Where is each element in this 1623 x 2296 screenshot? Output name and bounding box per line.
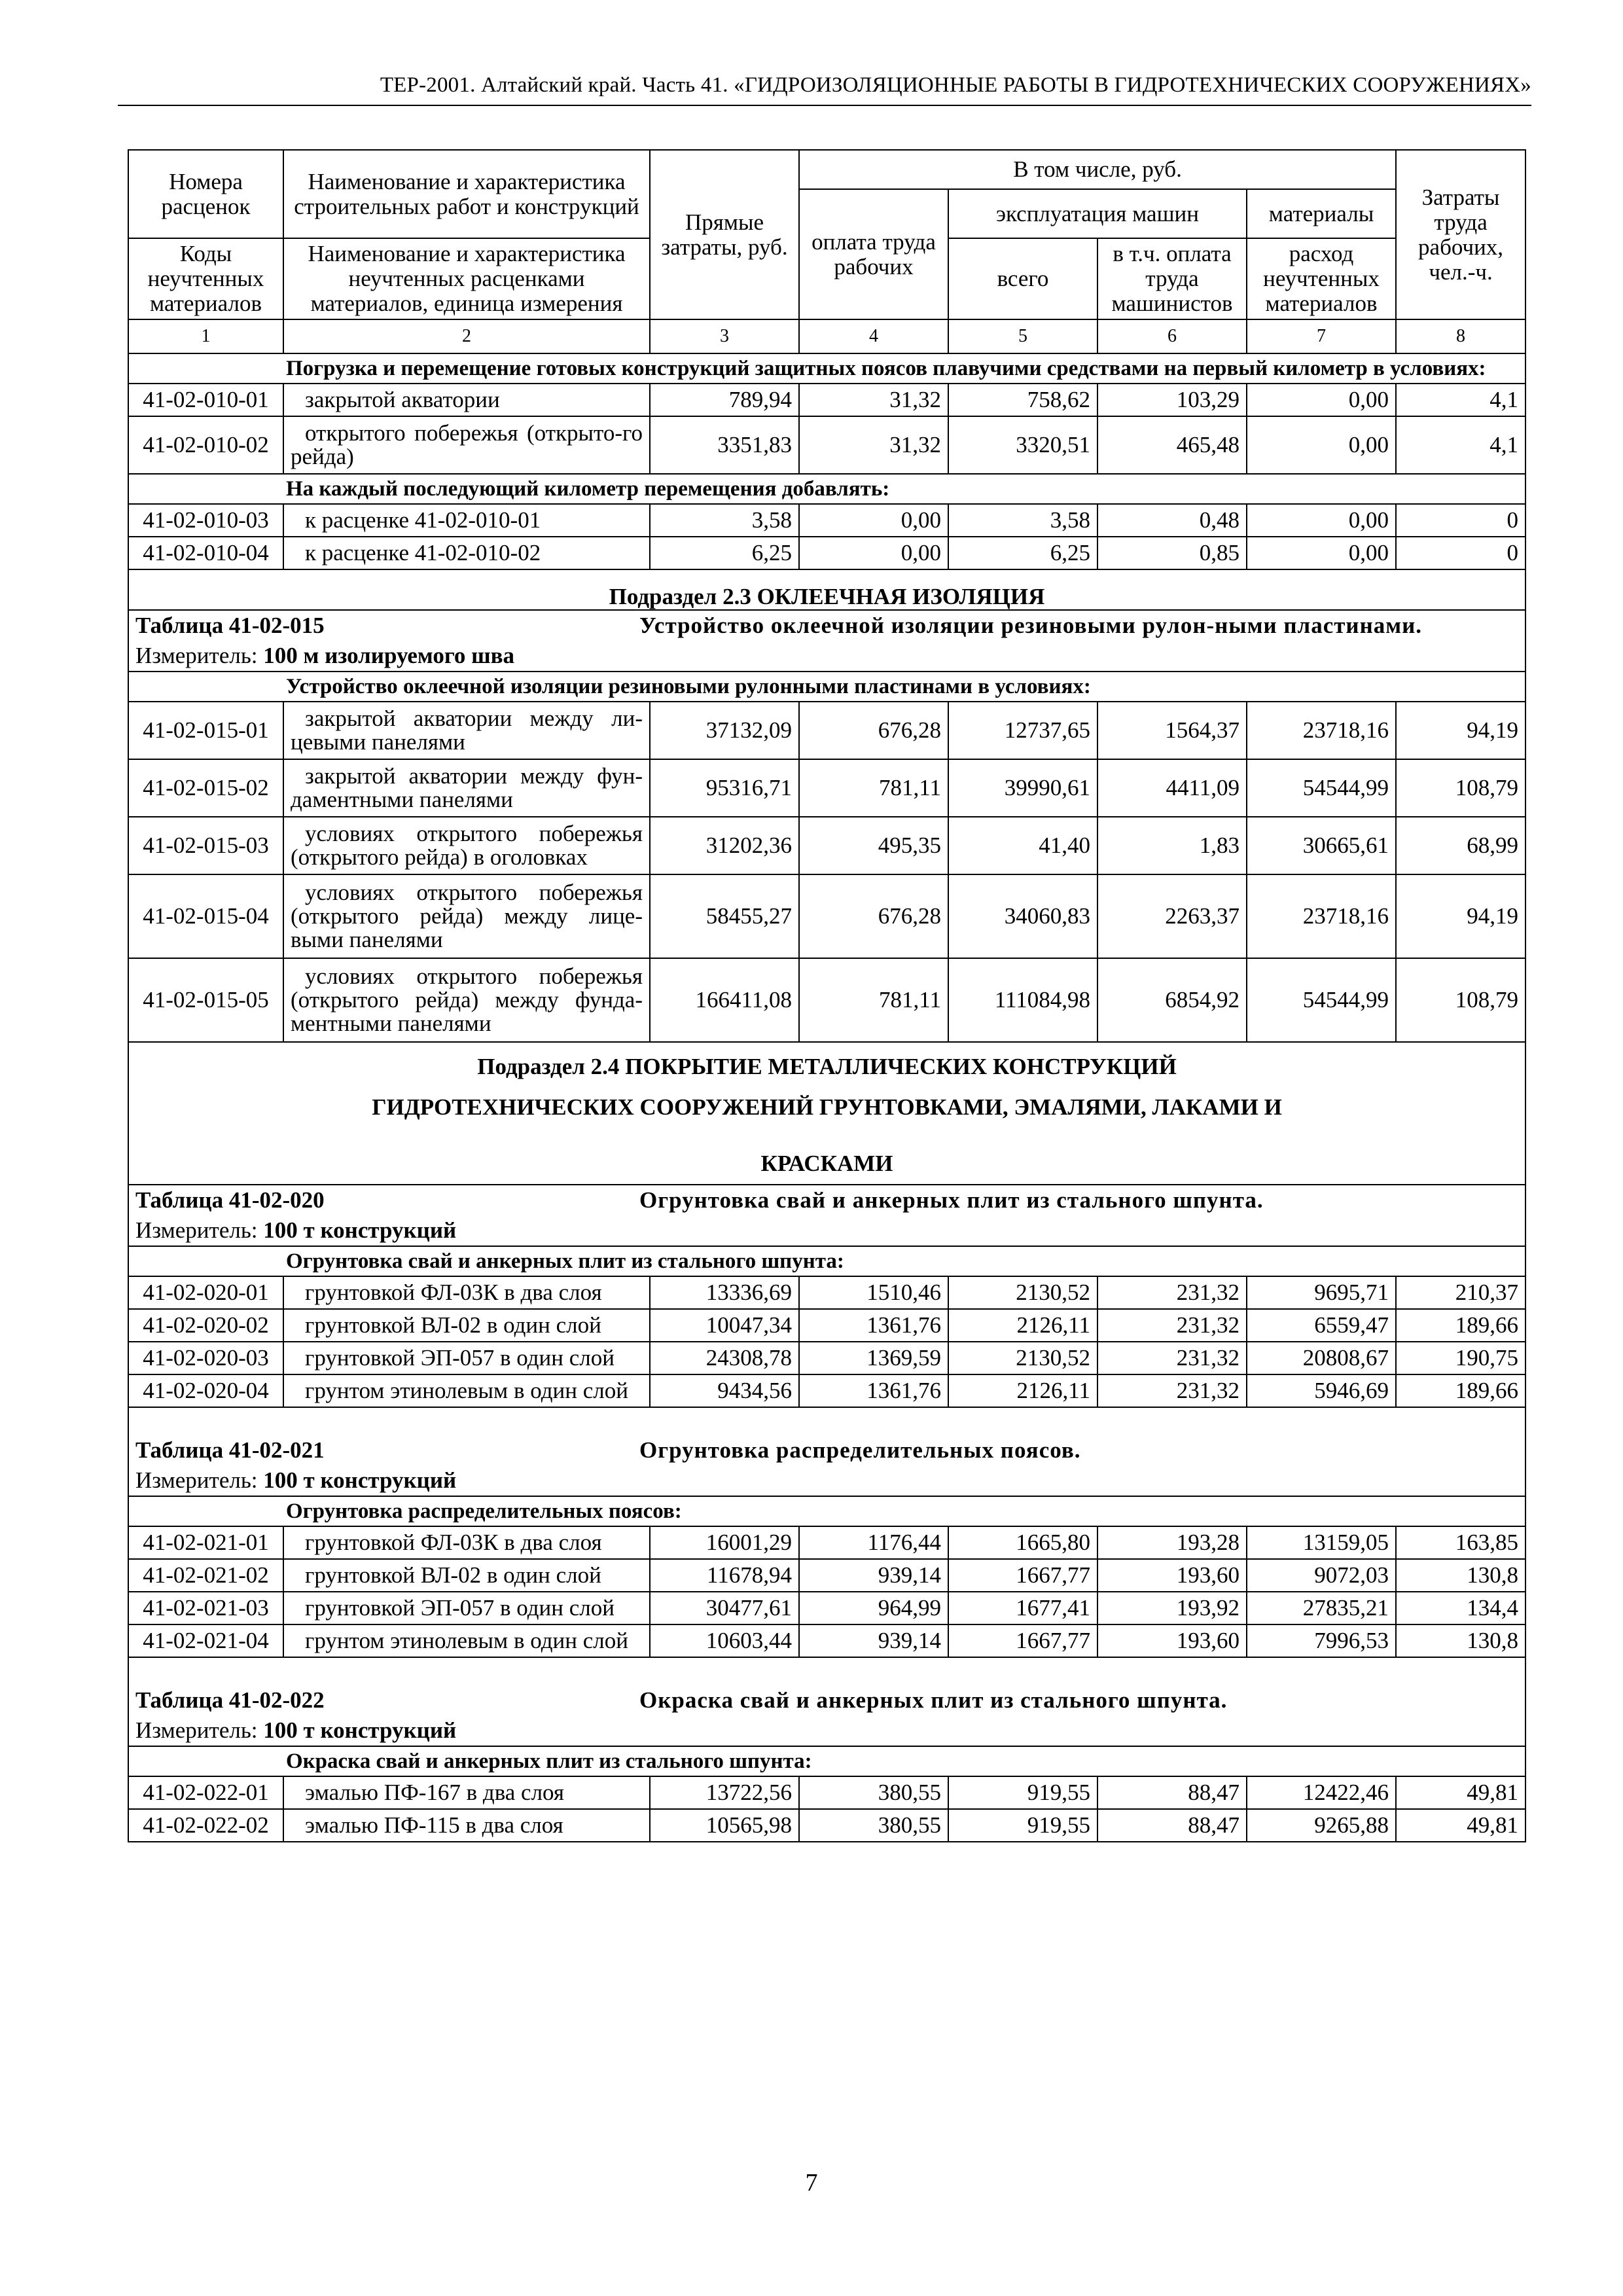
cell-value: 380,55: [799, 1776, 948, 1809]
group-heading: Огрунтовка распределительных поясов:: [128, 1496, 1525, 1526]
subsection-title: [128, 1042, 1525, 1185]
table-row: [128, 384, 1525, 416]
rates-table: [128, 149, 1526, 1842]
cell-value: 0,00: [799, 504, 948, 537]
cell-value: 13336,69: [650, 1276, 799, 1309]
cell-value: 964,99: [799, 1592, 948, 1624]
cell-value: 2130,52: [948, 1276, 1097, 1309]
measure-unit: [128, 1715, 1525, 1746]
section-010: [128, 353, 1525, 474]
cell-value: 10565,98: [650, 1809, 799, 1842]
cell-value: 231,32: [1097, 1342, 1247, 1374]
rate-code: 41-02-010-03: [128, 504, 283, 537]
cell-value: 166411,08: [650, 958, 799, 1042]
cell-value: 193,28: [1097, 1526, 1247, 1559]
measure-value: 100 м изолируемого шва: [263, 643, 515, 668]
table-row: [128, 1776, 1525, 1809]
cell-value: 5946,69: [1247, 1374, 1396, 1407]
rate-code: 41-02-010-04: [128, 537, 283, 569]
work-description: условиях открытого побережья (открытого рейда) в оголовках: [283, 817, 650, 874]
cell-value: 31,32: [799, 416, 948, 474]
table-row: [128, 1624, 1525, 1657]
table-row: [128, 702, 1525, 759]
cell-value: 0,00: [1247, 416, 1396, 474]
cell-value: 41,40: [948, 817, 1097, 874]
cell-value: 6559,47: [1247, 1309, 1396, 1342]
cell-value: 1,83: [1097, 817, 1247, 874]
cell-value: 37132,09: [650, 702, 799, 759]
cell-value: 1667,77: [948, 1559, 1097, 1592]
col-header-machines-total: всего: [948, 238, 1097, 319]
table-title-row: [128, 1185, 1525, 1215]
cell-value: 9265,88: [1247, 1809, 1396, 1842]
rate-code: 41-02-021-03: [128, 1592, 283, 1624]
rate-code: 41-02-020-04: [128, 1374, 283, 1407]
rate-code: 41-02-010-01: [128, 384, 283, 416]
cell-value: 23718,16: [1247, 702, 1396, 759]
table-row: [128, 958, 1525, 1042]
work-description: грунтом этинолевым в один слой: [283, 1374, 650, 1407]
table-title-cell: [128, 1407, 1525, 1465]
subsection-title-line: Подраздел 2.4 ПОКРЫТИЕ МЕТАЛЛИЧЕСКИХ КОНСТРУКЦИЙ: [477, 1054, 1177, 1079]
col-header-workers-pay: оплата труда рабочих: [799, 189, 948, 319]
cell-value: 3320,51: [948, 416, 1097, 474]
group-heading: Окраска свай и анкерных плит из стального шпунта:: [128, 1746, 1525, 1776]
subsection-2-3: [128, 569, 1525, 610]
cell-value: 31,32: [799, 384, 948, 416]
cell-value: 95316,71: [650, 759, 799, 817]
cell-value: 939,14: [799, 1559, 948, 1592]
group-heading-row: [128, 1746, 1525, 1776]
col-header-machines: эксплуатация машин: [948, 189, 1247, 238]
work-description: условиях открытого побережья (открытого рейда) между фунда-ментными панелями: [283, 958, 650, 1042]
cell-value: 676,28: [799, 874, 948, 958]
table-row: [128, 416, 1525, 474]
subsection-2-4: [128, 1042, 1525, 1185]
group-heading: Огрунтовка свай и анкерных плит из стального шпунта:: [128, 1246, 1525, 1276]
table-title: Огрунтовка свай и анкерных плит из стального шпунта.: [639, 1187, 1264, 1213]
work-description: закрытой акватории: [283, 384, 650, 416]
page-number: 7: [805, 2169, 818, 2197]
cell-value: 0,48: [1097, 504, 1247, 537]
rate-code: 41-02-021-01: [128, 1526, 283, 1559]
rate-code: 41-02-010-02: [128, 416, 283, 474]
cell-value: 3351,83: [650, 416, 799, 474]
work-description: к расценке 41-02-010-01: [283, 504, 650, 537]
table-row: [128, 1809, 1525, 1842]
measure-value: 100 т конструкций: [263, 1717, 457, 1743]
cell-value: 24308,78: [650, 1342, 799, 1374]
cell-value: 20808,67: [1247, 1342, 1396, 1374]
table-row: [128, 1374, 1525, 1407]
table-022: [128, 1657, 1525, 1842]
cell-value: 30477,61: [650, 1592, 799, 1624]
rate-code: 41-02-022-01: [128, 1776, 283, 1809]
group-heading: Устройство оклеечной изоляции резиновыми рулонными пластинами в условиях:: [128, 672, 1525, 702]
cell-value: 27835,21: [1247, 1592, 1396, 1624]
table-title-row: [128, 1407, 1525, 1465]
cell-value: 11678,94: [650, 1559, 799, 1592]
table-021: [128, 1407, 1525, 1657]
cell-value: 2130,52: [948, 1342, 1097, 1374]
col-number: 7: [1247, 319, 1396, 353]
rate-code: 41-02-021-02: [128, 1559, 283, 1592]
running-header: ТЕР-2001. Алтайский край. Часть 41. «ГИДРОИЗОЛЯЦИОННЫЕ РАБОТЫ В ГИДРОТЕХНИЧЕСКИХ СООРУЖЕНИЯХ»: [380, 73, 1531, 97]
cell-value: 94,19: [1396, 874, 1525, 958]
work-description: эмалью ПФ-167 в два слоя: [283, 1776, 650, 1809]
measure-row: [128, 641, 1525, 672]
table-row: [128, 1276, 1525, 1309]
measure-value: 100 т конструкций: [263, 1467, 457, 1493]
cell-value: 676,28: [799, 702, 948, 759]
cell-value: 1677,41: [948, 1592, 1097, 1624]
cell-value: 2126,11: [948, 1309, 1097, 1342]
cell-value: 781,11: [799, 958, 948, 1042]
table-title: Устройство оклеечной изоляции резиновыми рулон-ными пластинами.: [639, 613, 1423, 638]
cell-value: 6854,92: [1097, 958, 1247, 1042]
measure-label: Измеритель:: [135, 643, 258, 668]
table-header: [128, 150, 1525, 353]
work-description: к расценке 41-02-010-02: [283, 537, 650, 569]
cell-value: 68,99: [1396, 817, 1525, 874]
rate-code: 41-02-020-03: [128, 1342, 283, 1374]
work-description: грунтовкой ЭП-057 в один слой: [283, 1592, 650, 1624]
cell-value: 49,81: [1396, 1776, 1525, 1809]
cell-value: 12737,65: [948, 702, 1097, 759]
col-header-name-top: Наименование и характеристика строительных работ и конструкций: [283, 150, 650, 238]
col-number: 1: [128, 319, 283, 353]
measure-value: 100 т конструкций: [263, 1217, 457, 1243]
measure-label: Измеритель:: [135, 1717, 258, 1743]
col-header-direct-costs: Прямые затраты, руб.: [650, 150, 799, 319]
cell-value: 380,55: [799, 1809, 948, 1842]
cell-value: 231,32: [1097, 1374, 1247, 1407]
subsection-title-line: КРАСКАМИ: [760, 1151, 893, 1176]
col-header-name-bottom: Наименование и характеристика неучтенных расценками материалов, единица измерения: [283, 238, 650, 319]
cell-value: 465,48: [1097, 416, 1247, 474]
table-title-cell: [128, 1185, 1525, 1215]
group-heading-row: [128, 672, 1525, 702]
cell-value: 3,58: [650, 504, 799, 537]
table-title-row: [128, 610, 1525, 641]
measure-row: [128, 1715, 1525, 1746]
cell-value: 9695,71: [1247, 1276, 1396, 1309]
col-number: 6: [1097, 319, 1247, 353]
work-description: открытого побережья (открыто-го рейда): [283, 416, 650, 474]
cell-value: 189,66: [1396, 1309, 1525, 1342]
rate-code: 41-02-015-04: [128, 874, 283, 958]
cell-value: 39990,61: [948, 759, 1097, 817]
measure-unit: [128, 1465, 1525, 1496]
cell-value: 58455,27: [650, 874, 799, 958]
table-code: Таблица 41-02-022: [135, 1687, 325, 1713]
cell-value: 0,00: [1247, 384, 1396, 416]
cell-value: 0,00: [1247, 537, 1396, 569]
rate-code: 41-02-022-02: [128, 1809, 283, 1842]
cell-value: 16001,29: [650, 1526, 799, 1559]
rate-code: 41-02-020-02: [128, 1309, 283, 1342]
group-heading-row: [128, 474, 1525, 504]
cell-value: 13722,56: [650, 1776, 799, 1809]
table-title-cell: [128, 610, 1525, 641]
work-description: грунтом этинолевым в один слой: [283, 1624, 650, 1657]
table-row: [128, 1526, 1525, 1559]
cell-value: 4,1: [1396, 384, 1525, 416]
section-010-add: [128, 474, 1525, 569]
rate-code: 41-02-015-03: [128, 817, 283, 874]
cell-value: 0,85: [1097, 537, 1247, 569]
measure-row: [128, 1465, 1525, 1496]
table-title-row: [128, 1657, 1525, 1715]
cell-value: 94,19: [1396, 702, 1525, 759]
cell-value: 6,25: [650, 537, 799, 569]
table-row: [128, 817, 1525, 874]
measure-row: [128, 1215, 1525, 1246]
cell-value: 7996,53: [1247, 1624, 1396, 1657]
rate-code: 41-02-015-02: [128, 759, 283, 817]
table-row: [128, 1592, 1525, 1624]
cell-value: 190,75: [1396, 1342, 1525, 1374]
col-header-operators-pay: в т.ч. оплата труда машинистов: [1097, 238, 1247, 319]
cell-value: 193,92: [1097, 1592, 1247, 1624]
table-row: [128, 537, 1525, 569]
col-number: 4: [799, 319, 948, 353]
group-heading: Погрузка и перемещение готовых конструкций защитных поясов плавучими средствами на первый километр в условиях:: [128, 353, 1525, 384]
cell-value: 31202,36: [650, 817, 799, 874]
cell-value: 210,37: [1396, 1276, 1525, 1309]
cell-value: 9434,56: [650, 1374, 799, 1407]
work-description: закрытой акватории между ли-цевыми панелями: [283, 702, 650, 759]
cell-value: 3,58: [948, 504, 1097, 537]
col-header-unaccounted-materials: расход неучтенных материалов: [1247, 238, 1396, 319]
cell-value: 0: [1396, 504, 1525, 537]
cell-value: 1361,76: [799, 1374, 948, 1407]
col-number: 2: [283, 319, 650, 353]
col-header-codes-top: Номера расценок: [128, 150, 283, 238]
cell-value: 49,81: [1396, 1809, 1525, 1842]
cell-value: 111084,98: [948, 958, 1097, 1042]
col-header-labor: Затраты труда рабочих, чел.-ч.: [1396, 150, 1525, 319]
group-heading-row: [128, 1496, 1525, 1526]
cell-value: 10603,44: [650, 1624, 799, 1657]
cell-value: 758,62: [948, 384, 1097, 416]
rate-code: 41-02-015-01: [128, 702, 283, 759]
cell-value: 231,32: [1097, 1309, 1247, 1342]
group-heading: На каждый последующий километр перемещения добавлять:: [128, 474, 1525, 504]
cell-value: 231,32: [1097, 1276, 1247, 1309]
cell-value: 1510,46: [799, 1276, 948, 1309]
rate-code: 41-02-015-05: [128, 958, 283, 1042]
table-row: [128, 1559, 1525, 1592]
cell-value: 2263,37: [1097, 874, 1247, 958]
cell-value: 0,00: [799, 537, 948, 569]
cell-value: 12422,46: [1247, 1776, 1396, 1809]
work-description: условиях открытого побережья (открытого рейда) между лице-выми панелями: [283, 874, 650, 958]
cell-value: 108,79: [1396, 759, 1525, 817]
rate-code: 41-02-021-04: [128, 1624, 283, 1657]
work-description: грунтовкой ВЛ-02 в один слой: [283, 1559, 650, 1592]
cell-value: 781,11: [799, 759, 948, 817]
group-heading-row: [128, 353, 1525, 384]
cell-value: 495,35: [799, 817, 948, 874]
cell-value: 130,8: [1396, 1624, 1525, 1657]
work-description: грунтовкой ВЛ-02 в один слой: [283, 1309, 650, 1342]
cell-value: 0: [1396, 537, 1525, 569]
cell-value: 193,60: [1097, 1559, 1247, 1592]
cell-value: 10047,34: [650, 1309, 799, 1342]
cell-value: 1176,44: [799, 1526, 948, 1559]
cell-value: 4,1: [1396, 416, 1525, 474]
cell-value: 1667,77: [948, 1624, 1097, 1657]
cell-value: 103,29: [1097, 384, 1247, 416]
table-row: [128, 1342, 1525, 1374]
work-description: эмалью ПФ-115 в два слоя: [283, 1809, 650, 1842]
table-title: Огрунтовка распределительных поясов.: [639, 1437, 1081, 1463]
cell-value: 919,55: [948, 1809, 1097, 1842]
table-code: Таблица 41-02-020: [135, 1187, 325, 1213]
cell-value: 1665,80: [948, 1526, 1097, 1559]
table-row: [128, 874, 1525, 958]
cell-value: 4411,09: [1097, 759, 1247, 817]
table-row: [128, 1309, 1525, 1342]
cell-value: 2126,11: [948, 1374, 1097, 1407]
col-header-materials: материалы: [1247, 189, 1396, 238]
cell-value: 919,55: [948, 1776, 1097, 1809]
cell-value: 134,4: [1396, 1592, 1525, 1624]
measure-label: Измеритель:: [135, 1217, 258, 1243]
subsection-title-line: ГИДРОТЕХНИЧЕСКИХ СООРУЖЕНИЙ ГРУНТОВКАМИ, ЭМАЛЯМИ, ЛАКАМИ И: [372, 1094, 1282, 1120]
measure-unit: [128, 641, 1525, 672]
group-heading-row: [128, 1246, 1525, 1276]
cell-value: 9072,03: [1247, 1559, 1396, 1592]
cell-value: 88,47: [1097, 1809, 1247, 1842]
cell-value: 30665,61: [1247, 817, 1396, 874]
col-number: 3: [650, 319, 799, 353]
cell-value: 6,25: [948, 537, 1097, 569]
col-number: 5: [948, 319, 1097, 353]
cell-value: 54544,99: [1247, 958, 1396, 1042]
table-row: [128, 759, 1525, 817]
table-row: [128, 504, 1525, 537]
table-code: Таблица 41-02-021: [135, 1437, 325, 1463]
table-015: [128, 610, 1525, 1042]
work-description: грунтовкой ФЛ-03К в два слоя: [283, 1526, 650, 1559]
cell-value: 1564,37: [1097, 702, 1247, 759]
col-header-including: В том числе, руб.: [799, 150, 1396, 189]
subsection-title: Подраздел 2.3 ОКЛЕЕЧНАЯ ИЗОЛЯЦИЯ: [128, 569, 1525, 610]
cell-value: 130,8: [1396, 1559, 1525, 1592]
col-header-codes-bottom: Коды неучтенных материалов: [128, 238, 283, 319]
table-title-cell: [128, 1657, 1525, 1715]
cell-value: 939,14: [799, 1624, 948, 1657]
cell-value: 54544,99: [1247, 759, 1396, 817]
cell-value: 189,66: [1396, 1374, 1525, 1407]
table-020: [128, 1185, 1525, 1407]
work-description: грунтовкой ФЛ-03К в два слоя: [283, 1276, 650, 1309]
table-title: Окраска свай и анкерных плит из стального шпунта.: [639, 1687, 1228, 1713]
work-description: закрытой акватории между фун-даментными панелями: [283, 759, 650, 817]
cell-value: 88,47: [1097, 1776, 1247, 1809]
cell-value: 13159,05: [1247, 1526, 1396, 1559]
measure-unit: [128, 1215, 1525, 1246]
col-number: 8: [1396, 319, 1525, 353]
measure-label: Измеритель:: [135, 1467, 258, 1493]
header-rule: [118, 105, 1531, 106]
cell-value: 34060,83: [948, 874, 1097, 958]
cell-value: 193,60: [1097, 1624, 1247, 1657]
cell-value: 108,79: [1396, 958, 1525, 1042]
cell-value: 1361,76: [799, 1309, 948, 1342]
cell-value: 23718,16: [1247, 874, 1396, 958]
cell-value: 789,94: [650, 384, 799, 416]
rate-code: 41-02-020-01: [128, 1276, 283, 1309]
cell-value: 163,85: [1396, 1526, 1525, 1559]
work-description: грунтовкой ЭП-057 в один слой: [283, 1342, 650, 1374]
table-code: Таблица 41-02-015: [135, 613, 325, 638]
cell-value: 0,00: [1247, 504, 1396, 537]
cell-value: 1369,59: [799, 1342, 948, 1374]
